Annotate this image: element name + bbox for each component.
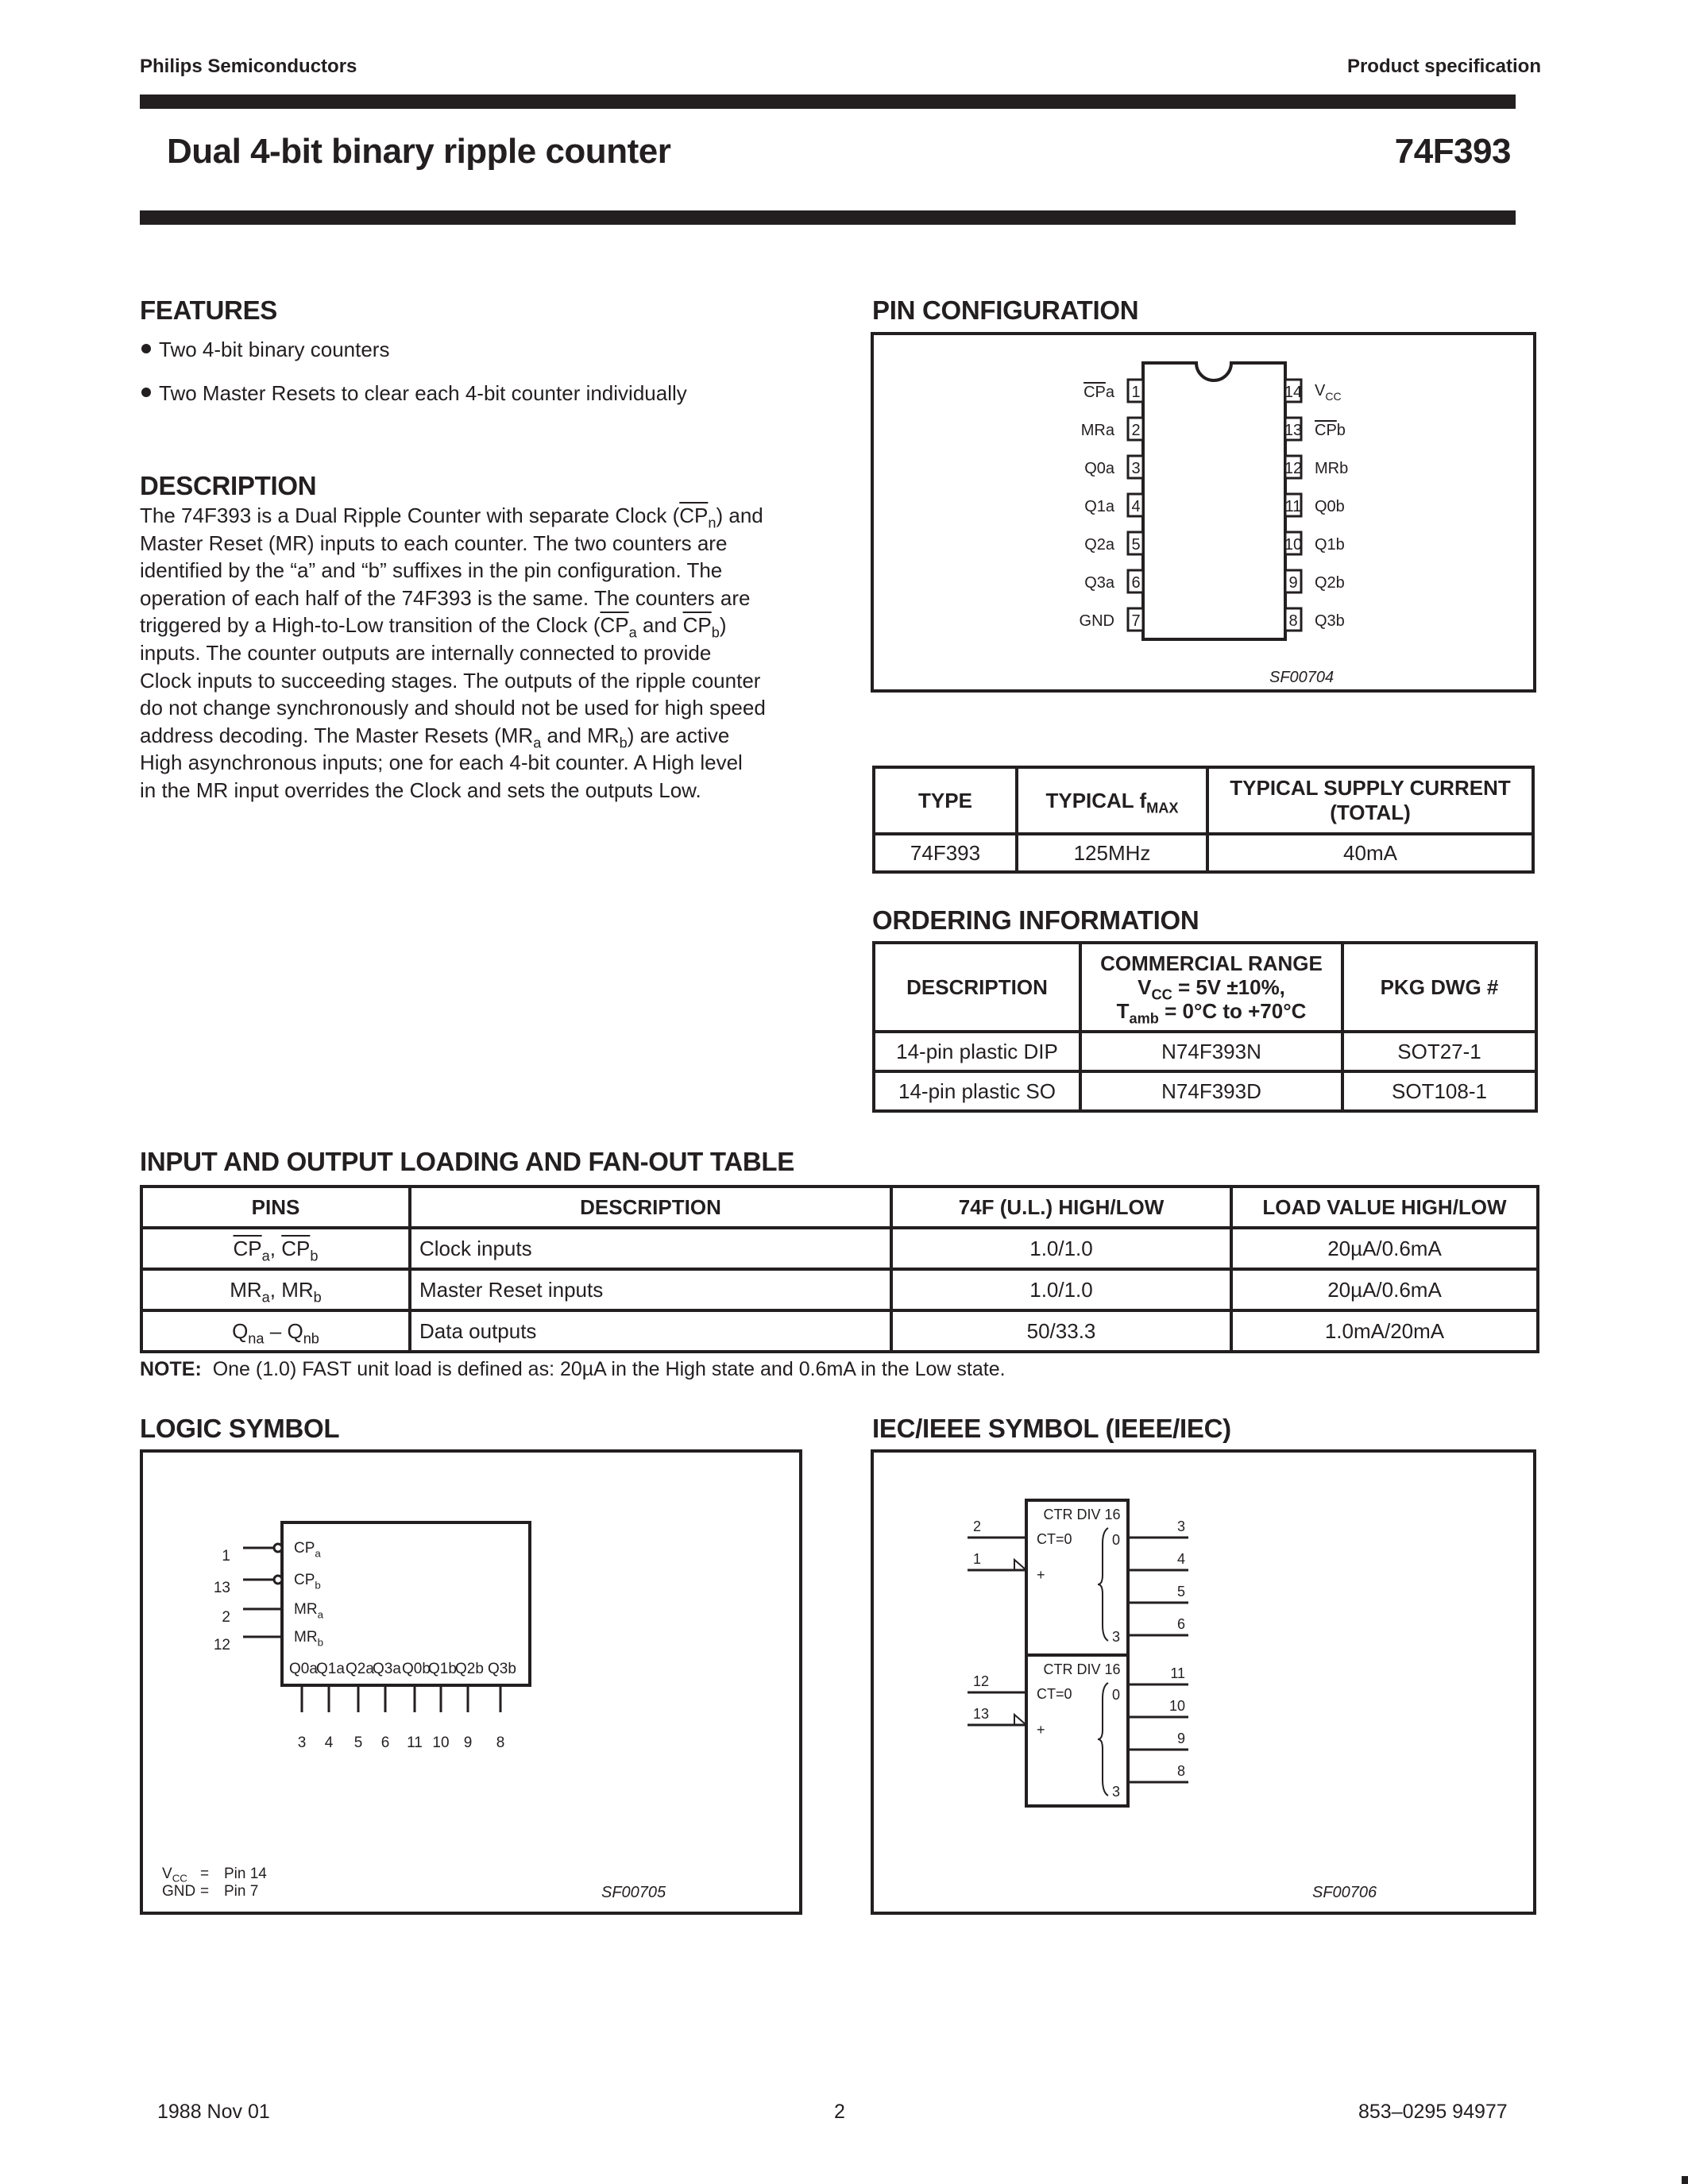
svg-text:Q0b: Q0b [1315, 498, 1345, 515]
svg-text:8: 8 [1176, 1763, 1185, 1779]
svg-text:+: + [1037, 1567, 1045, 1583]
page-title: Dual 4-bit binary ripple counter [167, 132, 671, 171]
svg-text:CTR DIV 16: CTR DIV 16 [1043, 1507, 1121, 1522]
svg-text:12: 12 [973, 1673, 990, 1689]
document-code: 853–0295 94977 [1358, 2101, 1508, 2123]
svg-text:1: 1 [973, 1551, 982, 1567]
table-row: 14-pin plastic DIP N74F393N SOT27-1 [874, 1032, 1536, 1071]
logic-symbol-heading: LOGIC SYMBOL [140, 1414, 340, 1443]
svg-text:6: 6 [1176, 1616, 1185, 1632]
logic-symbol-diagram [143, 1453, 799, 1912]
svg-text:CPb: CPb [1315, 422, 1346, 439]
svg-text:1: 1 [1131, 384, 1141, 401]
svg-text:Q2a: Q2a [1084, 536, 1114, 554]
svg-text:0: 0 [1111, 1687, 1121, 1703]
ordering-table [872, 941, 1538, 1113]
iec-symbol-frame [871, 1449, 1536, 1915]
company-name: Philips Semiconductors [140, 56, 357, 77]
svg-text:4: 4 [1131, 498, 1141, 515]
description-line: address decoding. The Master Resets ($MR_a$ and $MR_b$) are active [140, 723, 730, 751]
svg-text:5: 5 [1131, 536, 1141, 554]
col-type: TYPE [874, 767, 1017, 834]
svg-text:+: + [1037, 1722, 1045, 1738]
svg-text:12: 12 [1284, 460, 1303, 477]
svg-text:9: 9 [463, 1734, 473, 1751]
fanout-heading: INPUT AND OUTPUT LOADING AND FAN-OUT TABLE [140, 1147, 794, 1176]
svg-text:1: 1 [222, 1548, 230, 1565]
col-description: DESCRIPTION [410, 1187, 891, 1228]
col-fmax: TYPICAL $f_{MAX}$ [1017, 767, 1207, 834]
svg-text:0: 0 [1111, 1532, 1121, 1548]
svg-text:CPb: $CP_b$ [294, 1572, 321, 1592]
page-number: 2 [834, 2101, 845, 2123]
svg-text:Q2a: Q2a [346, 1661, 374, 1677]
description-line: inputs. The counter outputs are internally connected to provide [140, 640, 712, 665]
description-line: The 74F393 is a Dual Ripple Counter with separate Clock $(\overline{CP}_n)$ and [140, 504, 763, 531]
feature-text: Two 4-bit binary counters [159, 338, 390, 361]
svg-text:Q3b: Q3b [488, 1661, 516, 1677]
svg-text:13: 13 [1284, 422, 1303, 439]
svg-text:11: 11 [1170, 1665, 1185, 1681]
type-table [872, 766, 1535, 874]
ordering-heading: ORDERING INFORMATION [872, 905, 1199, 935]
table-row: $\overline{CP}_a$, $\overline{CP}_b$ Clock inputs 1.0/1.0 20µA/0.6mA [141, 1228, 1538, 1269]
bullet-icon [141, 344, 151, 353]
svg-text:2: 2 [1131, 422, 1141, 439]
svg-text:9: 9 [1176, 1731, 1185, 1746]
svg-text:MRa: $MR_a$ [294, 1601, 323, 1621]
svg-text:VCC: $V_{CC}$ [1315, 382, 1342, 403]
svg-text:CPa: $CP_a$ [294, 1540, 321, 1560]
note-label: NOTE: [140, 1358, 202, 1380]
svg-text:Q2b: Q2b [1315, 574, 1345, 592]
description-line: in the MR input overrides the Clock and sets the outputs Low. [140, 778, 701, 802]
iec-symbol-diagram [874, 1453, 1533, 1912]
svg-text:Q0a: Q0a [289, 1661, 318, 1677]
svg-text:4: 4 [324, 1734, 334, 1751]
table-row: 74F393 125MHz 40mA [874, 834, 1533, 872]
svg-text:CTR DIV 16: CTR DIV 16 [1043, 1661, 1121, 1677]
feature-item [140, 381, 687, 406]
col-load-value: LOAD VALUE HIGH/LOW [1231, 1187, 1538, 1228]
pin-config-frame [871, 332, 1536, 693]
svg-text:3: 3 [1111, 1629, 1121, 1645]
description-body [140, 502, 823, 805]
vcc-note: $V_{CC}$ = Pin 14 [162, 1866, 267, 1885]
svg-text:4: 4 [1176, 1551, 1185, 1567]
col-supply-current: TYPICAL SUPPLY CURRENT (TOTAL) [1207, 767, 1533, 834]
svg-text:3: 3 [297, 1734, 307, 1751]
feature-item [140, 338, 687, 362]
svg-text:10: 10 [1284, 536, 1303, 554]
svg-text:Q0b: Q0b [402, 1661, 431, 1677]
power-notes [162, 1866, 267, 1900]
svg-text:MRb: MRb [1315, 460, 1349, 477]
description-line: Master Reset (MR) inputs to each counter. The two counters are [140, 531, 728, 555]
svg-text:9: 9 [1288, 574, 1298, 592]
svg-text:11: 11 [407, 1734, 423, 1751]
features-heading: FEATURES [140, 295, 277, 325]
svg-text:6: 6 [1131, 574, 1141, 592]
bullet-icon [141, 388, 151, 397]
header-rule-bottom [140, 210, 1516, 225]
svg-text:CT=0: CT=0 [1037, 1531, 1072, 1547]
figure-id: SF00706 [1312, 1884, 1377, 1901]
dynamic-input-icon [1014, 1715, 1026, 1725]
svg-text:MRa: MRa [1080, 422, 1114, 439]
fanout-table [140, 1185, 1539, 1353]
figure-id: SF00704 [1269, 669, 1335, 686]
part-number: 74F393 [1394, 132, 1511, 171]
description-line: do not change synchronously and should not be used for high speed [140, 696, 766, 720]
pin-config-heading: PIN CONFIGURATION [872, 295, 1139, 325]
svg-text:3: 3 [1131, 460, 1141, 477]
svg-text:MRb: $MR_b$ [294, 1629, 323, 1649]
svg-text:Q0a: Q0a [1084, 460, 1114, 477]
note-text: One (1.0) FAST unit load is defined as: 20µA in the High state and 0.6mA in the Low state. [212, 1358, 1006, 1380]
col-pkg-dwg: PKG DWG # [1342, 943, 1536, 1032]
description-line: operation of each half of the 74F393 is the same. The counters are [140, 585, 751, 610]
logic-symbol-frame [140, 1449, 802, 1915]
svg-text:5: 5 [353, 1734, 363, 1751]
description-heading: DESCRIPTION [140, 471, 317, 500]
feature-text: Two Master Resets to clear each 4-bit counter individually [159, 381, 687, 405]
document-type: Product specification [1346, 56, 1541, 77]
svg-text:Q1a: Q1a [316, 1661, 345, 1677]
table-row: $MR_a$, $MR_b$ Master Reset inputs 1.0/1.0 20µA/0.6mA [141, 1269, 1538, 1310]
svg-text:2: 2 [973, 1518, 982, 1534]
crop-mark [1682, 2176, 1688, 2184]
svg-text:8: 8 [1288, 612, 1298, 630]
svg-text:Q3b: Q3b [1315, 612, 1345, 630]
svg-text:10: 10 [432, 1734, 450, 1751]
svg-text:Q3a: Q3a [1084, 574, 1114, 592]
brace-icon [1098, 1528, 1108, 1641]
svg-text:7: 7 [1131, 612, 1141, 630]
svg-text:Q1a: Q1a [1084, 498, 1114, 515]
svg-text:Q2b: Q2b [455, 1661, 484, 1677]
description-line: triggered by a High-to-Low transition of the Clock ($\overline{CP}_a$ and $\overline{CP}_b$) [140, 613, 727, 641]
svg-text:11: 11 [1284, 498, 1302, 515]
brace-icon [1098, 1683, 1108, 1796]
col-pins: PINS [141, 1187, 410, 1228]
description-line: identified by the “a” and “b” suffixes in the pin configuration. The [140, 558, 723, 583]
svg-text:2: 2 [222, 1609, 230, 1626]
col-commercial-range: COMMERCIAL RANGE $V_{CC} = 5V \pm 10\%$, $T_{amb} = 0^\circ C$ to +70°C [1080, 943, 1342, 1032]
svg-text:13: 13 [213, 1580, 230, 1596]
svg-text:6: 6 [380, 1734, 390, 1751]
svg-text:GND: GND [1079, 612, 1114, 630]
svg-text:14: 14 [1284, 384, 1303, 401]
figure-id: SF00705 [601, 1884, 666, 1901]
iec-symbol-heading: IEC/IEEE SYMBOL (IEEE/IEC) [872, 1414, 1231, 1443]
footer-date: 1988 Nov 01 [157, 2101, 270, 2123]
header-rule-top [140, 95, 1516, 109]
col-description: DESCRIPTION [874, 943, 1080, 1032]
svg-text:Q1b: Q1b [1315, 536, 1345, 554]
features-list [140, 338, 687, 406]
svg-text:CPa: CPa [1083, 384, 1114, 401]
svg-text:5: 5 [1176, 1584, 1185, 1599]
table-row: 14-pin plastic SO N74F393D SOT108-1 [874, 1071, 1536, 1111]
svg-text:3: 3 [1111, 1784, 1121, 1800]
fanout-note [140, 1358, 1006, 1381]
svg-text:10: 10 [1168, 1698, 1185, 1714]
dip14-package-diagram [874, 335, 1533, 689]
svg-text:Q3a: Q3a [373, 1661, 401, 1677]
description-line: Clock inputs to succeeding stages. The outputs of the ripple counter [140, 668, 761, 693]
inversion-bubble [274, 1544, 282, 1552]
svg-text:CT=0: CT=0 [1037, 1686, 1072, 1702]
svg-text:8: 8 [496, 1734, 505, 1751]
svg-text:3: 3 [1176, 1518, 1185, 1534]
description-line: High asynchronous inputs; one for each 4-bit counter. A High level [140, 751, 743, 775]
svg-text:13: 13 [973, 1706, 990, 1722]
gnd-note: GND = Pin 7 [162, 1883, 259, 1900]
col-unit-load: 74F (U.L.) HIGH/LOW [891, 1187, 1231, 1228]
table-row: $Q_{na} - Q_{nb}$ Data outputs 50/33.3 1.0mA/20mA [141, 1310, 1538, 1352]
svg-text:12: 12 [213, 1637, 230, 1653]
dynamic-input-icon [1014, 1560, 1026, 1570]
inversion-bubble [274, 1576, 282, 1584]
svg-text:Q1b: Q1b [428, 1661, 457, 1677]
